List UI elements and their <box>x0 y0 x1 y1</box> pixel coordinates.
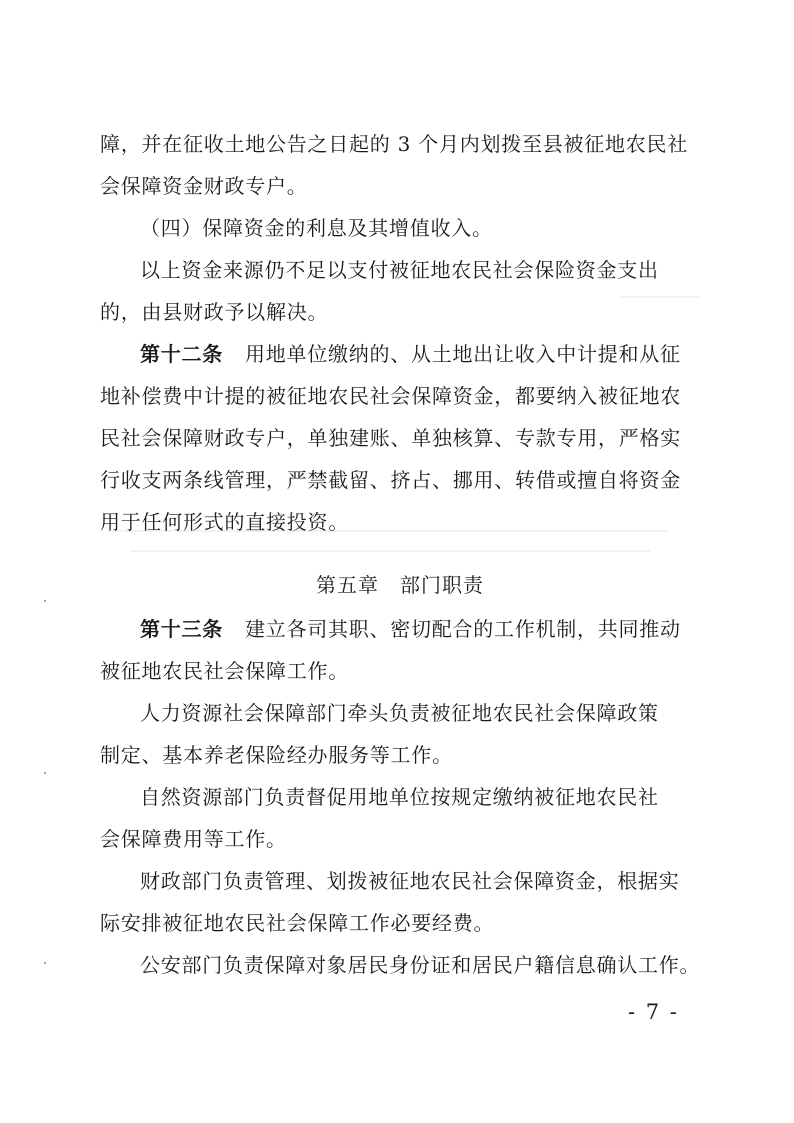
text-line: 人力资源社会保障部门牵头负责被征地农民社会保障政策 <box>140 701 659 725</box>
text-line: 地补偿费中计提的被征地农民社会保障资金，都要纳入被征地农 <box>100 384 681 408</box>
text-line: 行收支两条线管理，严禁截留、挤占、挪用、转借或擅自将资金 <box>100 468 681 492</box>
text-line <box>100 614 700 644</box>
text-line: 以上资金来源仍不足以支付被征地农民社会保险资金支出 <box>140 258 659 282</box>
text-line: 用于任何形式的直接投资。 <box>100 510 349 534</box>
article-number: 第十二条 <box>140 342 223 366</box>
page-number: - 7 - <box>628 1000 679 1024</box>
text-line <box>100 339 700 369</box>
text-line: 会保障资金财政专户。 <box>100 174 308 198</box>
text-line: （四）保障资金的利息及其增值收入。 <box>140 216 493 240</box>
text-line: 际安排被征地农民社会保障工作必要经费。 <box>100 911 495 935</box>
chapter-heading: 第五章 部门职责 <box>316 573 484 597</box>
scan-shadow <box>130 550 650 552</box>
article-text: 建立各司其职、密切配合的工作机制，共同推动 <box>245 617 681 641</box>
article-number: 第十三条 <box>140 617 223 641</box>
text-line: 公安部门负责保障对象居民身份证和居民户籍信息确认工作。 <box>140 953 701 977</box>
text-line: 障，并在征收土地公告之日起的 3 个月内划拨至县被征地农民社 <box>100 132 688 156</box>
text-line: 制定、基本养老保险经办服务等工作。 <box>100 743 453 767</box>
article-text: 用地单位缴纳的、从土地出让收入中计提和从征 <box>245 342 681 366</box>
text-line: 自然资源部门负责督促用地单位按规定缴纳被征地农民社 <box>140 785 659 809</box>
text-line: 被征地农民社会保障工作。 <box>100 659 349 683</box>
scan-speck <box>44 772 46 774</box>
text-line: 财政部门负责管理、划拨被征地农民社会保障资金，根据实 <box>140 869 680 893</box>
text-line: 民社会保障财政专户，单独建账、单独核算、专款专用，严格实 <box>100 426 681 450</box>
text-line: 会保障费用等工作。 <box>100 827 287 851</box>
scan-speck <box>44 600 46 602</box>
text-line: 的，由县财政予以解决。 <box>100 300 329 324</box>
scan-speck <box>44 962 46 964</box>
